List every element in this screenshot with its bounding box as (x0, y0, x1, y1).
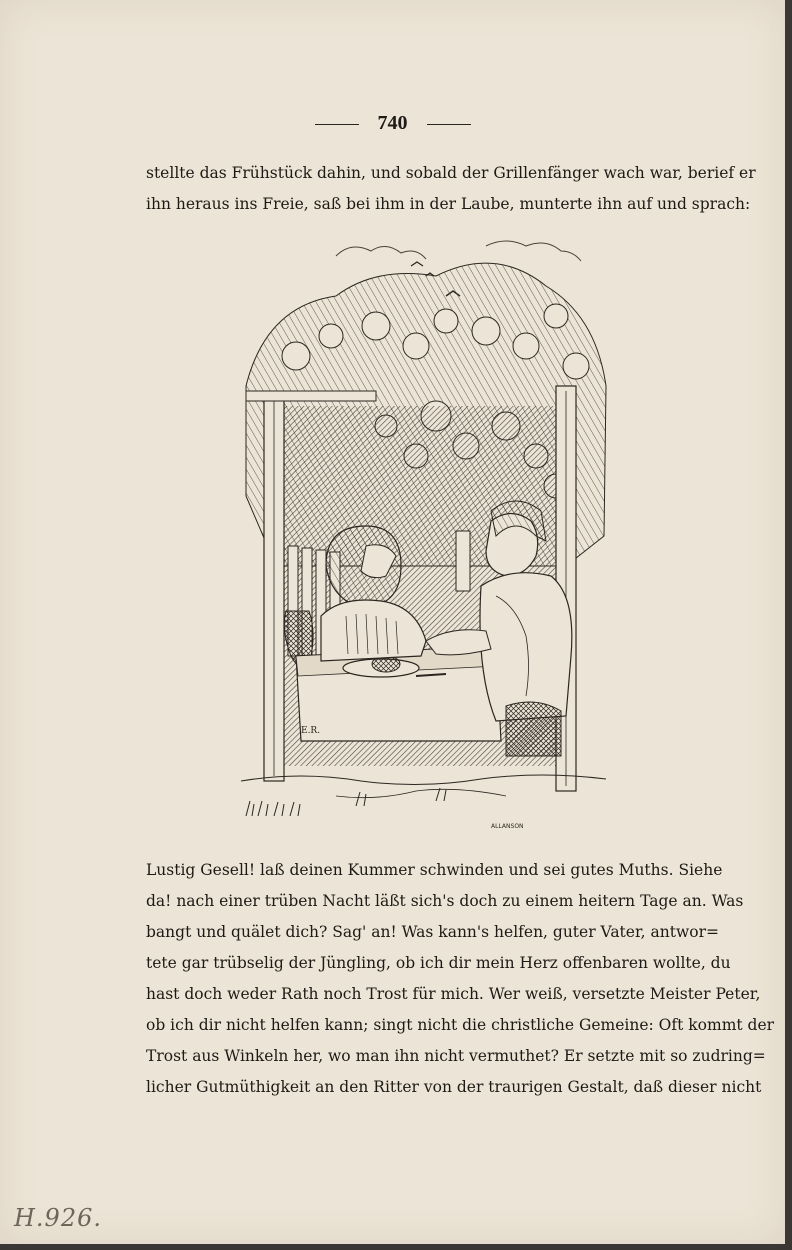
paragraph-top (146, 158, 756, 220)
text-line: hast doch weder Rath noch Trost für mich. Wer weiß, versetzte Meister Peter, (146, 985, 761, 1003)
text-line: ihn heraus ins Freie, saß bei ihm in der Laube, munterte ihn auf und sprach: (146, 195, 751, 213)
engraver-signature: ALLANSON (491, 823, 524, 830)
artist-monogram: E.R. (301, 726, 321, 736)
text-line: licher Gutmüthigkeit an den Ritter von der traurigen Gestalt, daß dieser nicht (146, 1078, 762, 1096)
header-dash-right (427, 124, 471, 125)
text-line: tete gar trübselig der Jüngling, ob ich dir mein Herz offenbaren wollte, du (146, 954, 731, 972)
text-line: da! nach einer trüben Nacht läßt sich's doch zu einem heitern Tage an. Was (146, 892, 744, 910)
page-header (0, 112, 785, 135)
header-dash-left (315, 124, 359, 125)
text-line: ob ich dir nicht helfen kann; singt nicht die christliche Gemeine: Oft kommt der (146, 1016, 775, 1034)
text-line: bangt und quälet dich? Sag' an! Was kann's helfen, guter Vater, antwor= (146, 923, 719, 941)
text-line: Trost aus Winkeln her, wo man ihn nicht vermuthet? Er setzte mit so zudring= (146, 1047, 766, 1065)
arbor-scene-engraving (236, 236, 614, 832)
archive-shelf-mark: H.926. (14, 1204, 102, 1232)
engraving-illustration (236, 236, 614, 832)
page-number: 740 (377, 112, 408, 134)
text-line: stellte das Frühstück dahin, und sobald der Grillenfänger wach war, berief er (146, 164, 756, 182)
paragraph-bottom (146, 855, 775, 1103)
text-line: Lustig Gesell! laß deinen Kummer schwinden und sei gutes Muths. Siehe (146, 861, 723, 879)
